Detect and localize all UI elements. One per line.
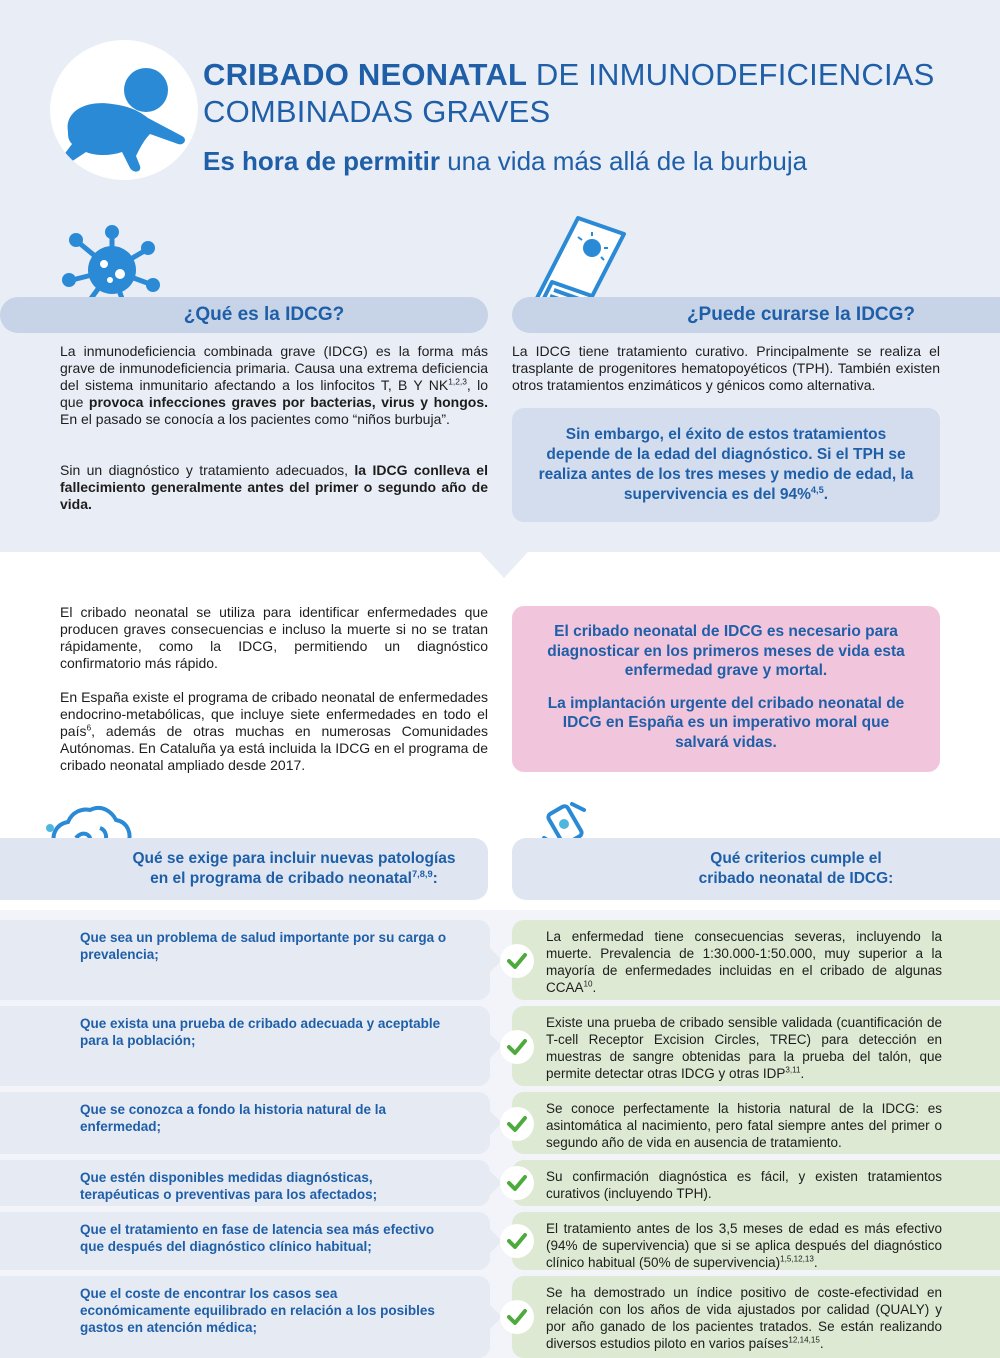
criterion-cost-balance: Que el coste de encontrar los casos sea económicamente equilibrado en relación a los posibles gastos en atención médica;: [0, 1276, 490, 1358]
baby-icon: [50, 40, 198, 180]
answer-screening-test: Existe una prueba de cribado sensible validada (cuantificación de T-cell Receptor Excision Circles, TREC) para detección en muestras de sangre obtenidas para la prueba del talón, que permite detectar otras IDCG y otras IDP$^{3,11}$.: [512, 1006, 1000, 1086]
baby-badge: [50, 40, 198, 180]
section-pointer: [480, 552, 528, 578]
urgent-callout-text-2: La implantación urgente del cribado neonatal de IDCG en España es un imperativo moral que salvará vidas.: [547, 694, 905, 751]
check-icon: [500, 1300, 534, 1334]
check-icon: [500, 1107, 534, 1141]
criterion-prevalence: Que sea un problema de salud importante por su carga o prevalencia;: [0, 920, 490, 1000]
answer-cost-balance: Se ha demostrado un índice positivo de coste-efectividad en relación con los años de vida ajustados por calidad (QUALY) y por año ganado de los pacientes tratados. Se están realizando diversos estudios piloto en varios países$^{12,14,15}$.: [512, 1276, 1000, 1358]
answer-measures-available: Su confirmación diagnóstica es fácil, y existen tratamientos curativos (incluyendo TPH).: [512, 1160, 1000, 1206]
cribado-paragraph-2: En España existe el programa de cribado neonatal de enfermedades endocrino-metabólicas, que incluye siete enfermedades en todo el país$^6$, además de otras muchas en numerosas Comunidades Autónomas. En Cataluña ya está incluida la IDCG en el programa de cribado neonatal ampliado desde 2017.: [60, 689, 488, 773]
heading-criteria-met: Qué criterios cumple el cribado neonatal de IDCG:: [512, 838, 1000, 900]
criterion-screening-test: Que exista una prueba de cribado adecuada y aceptable para la población;: [0, 1006, 490, 1086]
cribado-paragraph-1: El cribado neonatal se utiliza para identificar enfermedades que producen graves consecuencias e incluso la muerte si no se tratan rápidamente, como la IDCG, permitiendo un diagnóstico confirmatorio más rápido.: [60, 604, 488, 671]
criterion-natural-history: Que se conozca a fondo la historia natural de la enfermedad;: [0, 1092, 490, 1154]
page-title: CRIBADO NEONATAL DE INMUNODEFICIENCIAS COMBINADAS GRAVES: [203, 57, 935, 129]
answer-natural-history: Se conoce perfectamente la historia natural de la IDCG: es asintomática al nacimiento, pero fatal siempre antes del primer o segundo año de vida en ausencia de tratamiento.: [512, 1092, 1000, 1154]
que-es-paragraph-2: Sin un diagnóstico y tratamiento adecuados, la IDCG conlleva el fallecimiento generalmente antes del primer o segundo año de vida.: [60, 462, 488, 512]
heading-requirements: Qué se exige para incluir nuevas patologías en el programa de cribado neonatal$^{7,8,9}$:: [0, 838, 488, 900]
check-icon: [500, 1166, 534, 1200]
curarse-paragraph: La IDCG tiene tratamiento curativo. Principalmente se realiza el trasplante de progenitores hematopoyéticos (TPH). También existen otros tratamientos enzimáticos y génicos como alternativa.: [512, 343, 940, 393]
check-icon: [500, 944, 534, 978]
criterion-latency-treatment: Que el tratamiento en fase de latencia sea más efectivo que después del diagnóstico clínico habitual;: [0, 1212, 490, 1270]
page-subtitle: Es hora de permitir una vida más allá de la burbuja: [203, 146, 808, 176]
survival-callout: Sin embargo, el éxito de estos tratamientos depende de la edad del diagnóstico. Si el TPH se realiza antes de los tres meses y medio de edad, la supervivencia es del 94%$^{4,5}$.: [512, 408, 940, 522]
check-icon: [500, 1224, 534, 1258]
heading-curarse: ¿Puede curarse la IDCG?: [512, 297, 1000, 333]
criterion-measures-available: Que estén disponibles medidas diagnósticas, terapéuticas o preventivas para los afectados;: [0, 1160, 490, 1206]
que-es-paragraph-1: La inmunodeficiencia combinada grave (IDCG) es la forma más grave de inmunodeficiencia primaria. Causa una extrema deficiencia del sistema inmunitario afectando a los linfocitos T, B Y NK$^{1,2,3}$, lo que provoca infecciones graves por bacterias, virus y hongos. En el pasado se conocía a los pacientes como “niños burbuja”.: [60, 343, 489, 427]
check-icon: [500, 1030, 534, 1064]
urgent-callout: [512, 606, 940, 772]
answer-latency-treatment: El tratamiento antes de los 3,5 meses de edad es más efectivo (94% de supervivencia) que si se aplica después del diagnóstico clínico habitual (50% de supervivencia)$^{1,5,12,13}$.: [512, 1212, 1000, 1270]
heading-que-es: ¿Qué es la IDCG?: [0, 297, 488, 333]
urgent-callout-text-1: El cribado neonatal de IDCG es necesario para diagnosticar en los primeros meses de vida esta enfermedad grave y mortal.: [547, 623, 905, 679]
answer-prevalence: La enfermedad tiene consecuencias severas, incluyendo la muerte. Prevalencia de 1:30.000-1:50.000, muy superior a la mayoría de enfermedades incluidas en el cribado de algunas CCAA$^{10}$.: [512, 920, 1000, 1000]
